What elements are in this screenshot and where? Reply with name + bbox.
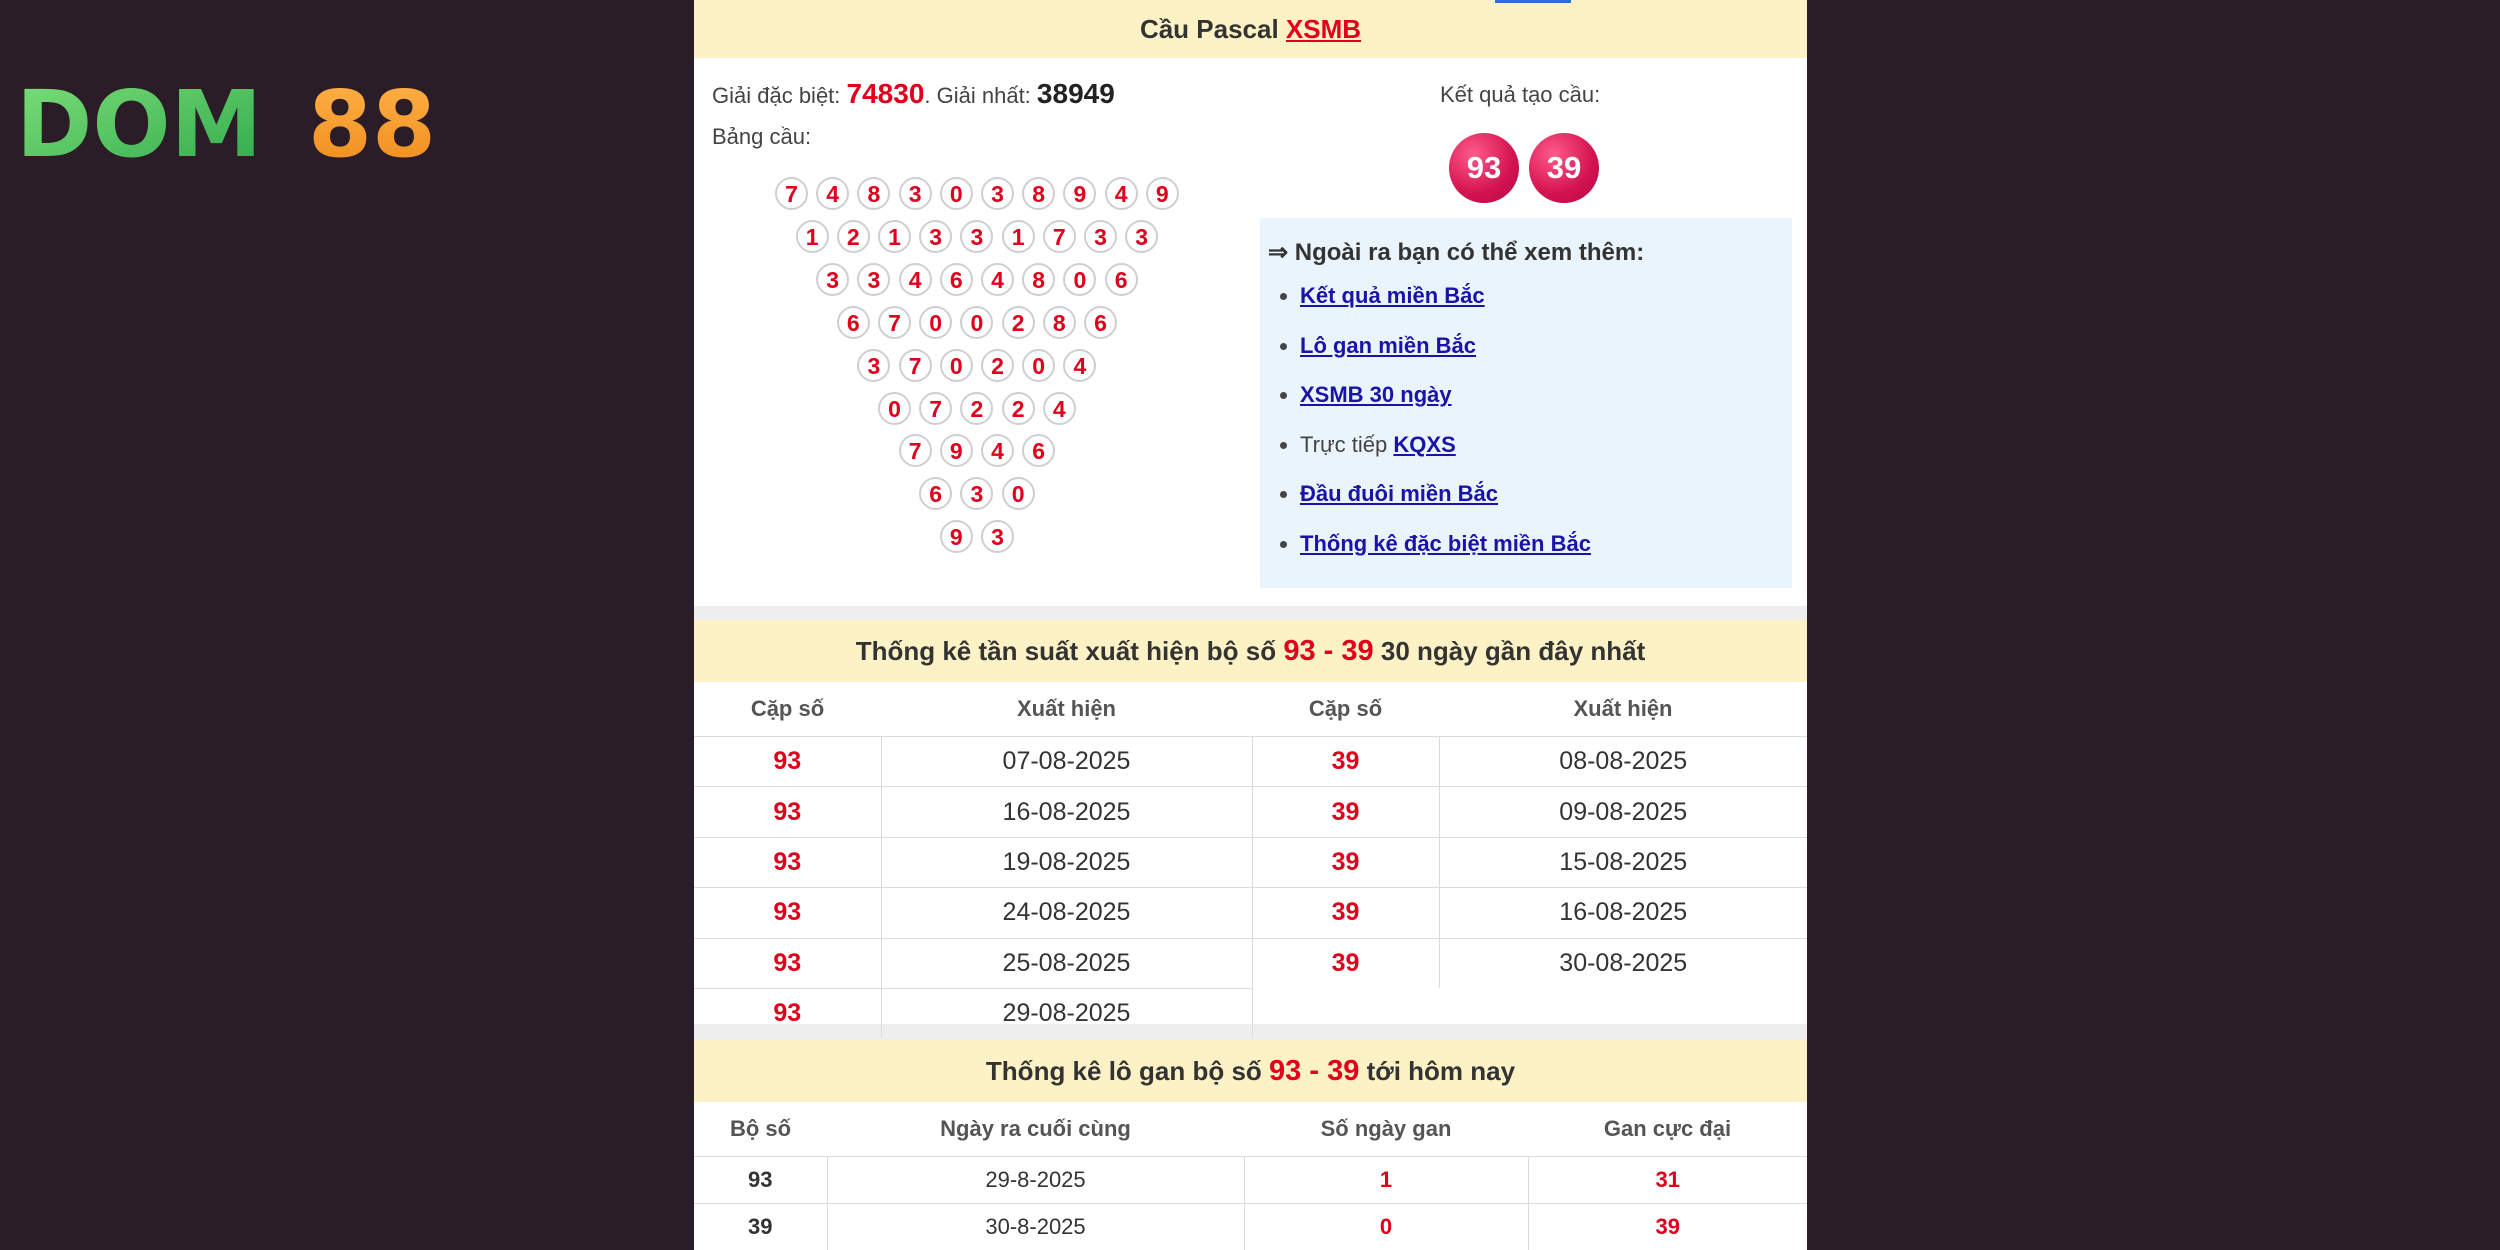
- pascal-ball: 9: [940, 434, 973, 467]
- link-xsmb-30-ngay[interactable]: XSMB 30 ngày: [1300, 382, 1452, 407]
- pascal-ball: 3: [919, 220, 952, 253]
- pascal-ball: 4: [899, 263, 932, 296]
- col-header: Số ngày gan: [1320, 1116, 1452, 1141]
- date-cell: 24-08-2025: [881, 888, 1252, 938]
- pascal-ball: 8: [1022, 177, 1055, 210]
- table-row: [694, 787, 1807, 837]
- frequency-table: [694, 682, 1807, 1038]
- pascal-ball: 8: [1022, 263, 1055, 296]
- frequency-title-pair: 93 - 39: [1283, 635, 1374, 667]
- col-header: Bộ số: [729, 1116, 792, 1141]
- pascal-ball: 3: [981, 520, 1014, 553]
- pascal-ball: 9: [1063, 177, 1096, 210]
- special-prize-value: 74830: [846, 78, 925, 109]
- pascal-ball: 3: [857, 263, 890, 296]
- pair-cell: 39: [694, 1204, 827, 1250]
- gan-title-suffix: tới hôm nay: [1366, 1056, 1516, 1086]
- table-row: [694, 1204, 1807, 1250]
- pascal-ball: 9: [940, 520, 973, 553]
- see-more-title: ⇒ Ngoài ra bạn có thể xem thêm:: [1268, 239, 1645, 266]
- pair-cell: 93: [694, 837, 881, 887]
- result-ball-2: 39: [1529, 133, 1599, 203]
- dom88-logo[interactable]: [16, 78, 446, 168]
- pascal-ball: 6: [837, 306, 870, 339]
- date-cell: 29-08-2025: [881, 988, 1252, 1038]
- svg-text:88: 88: [308, 78, 437, 168]
- pascal-ball: 4: [1043, 392, 1076, 425]
- date-cell: 30-8-2025: [827, 1204, 1244, 1250]
- pascal-ball: 2: [837, 220, 870, 253]
- pascal-ball: 2: [981, 349, 1014, 382]
- pascal-ball: 7: [899, 349, 932, 382]
- pascal-ball: 6: [940, 263, 973, 296]
- pascal-ball: 3: [899, 177, 932, 210]
- pascal-ball: 2: [1002, 392, 1035, 425]
- frequency-title-suffix: 30 ngày gần đây nhất: [1380, 636, 1646, 666]
- logo-icon: [16, 78, 446, 168]
- frequency-card: [694, 620, 1807, 1028]
- pascal-ball: 0: [1063, 263, 1096, 296]
- list-item: [1300, 479, 1591, 529]
- pascal-ball: 3: [960, 477, 993, 510]
- pair-cell: 93: [694, 737, 881, 787]
- pascal-ball: 0: [940, 177, 973, 210]
- pascal-ball: 0: [919, 306, 952, 339]
- pascal-ball: 3: [960, 220, 993, 253]
- see-more-list: [1260, 281, 1591, 578]
- table-row: [694, 938, 1807, 988]
- table-header-row: [694, 682, 1807, 737]
- list-item: [1300, 430, 1591, 480]
- result-label: Kết quả tạo cầu:: [1440, 82, 1601, 107]
- date-cell: 07-08-2025: [881, 737, 1252, 787]
- svg-text:DOM: DOM: [16, 78, 263, 168]
- live-prefix: Trực tiếp: [1300, 431, 1388, 457]
- table-row: [694, 737, 1807, 787]
- pascal-ball: 6: [919, 477, 952, 510]
- link-ket-qua-mien-bac[interactable]: Kết quả miền Bắc: [1300, 283, 1485, 308]
- date-cell: 16-08-2025: [881, 787, 1252, 837]
- col-header: Cặp số: [1308, 696, 1383, 721]
- date-cell: 16-08-2025: [1439, 888, 1807, 938]
- first-prize-value: 38949: [1036, 78, 1115, 109]
- pascal-ball: 7: [1043, 220, 1076, 253]
- col-header: Gan cực đại: [1603, 1116, 1732, 1141]
- pascal-ball: 3: [857, 349, 890, 382]
- pair-cell: 39: [1252, 787, 1439, 837]
- pascal-ball: 0: [1002, 477, 1035, 510]
- top-accent-bar: [1495, 0, 1571, 3]
- gan-table: [694, 1102, 1807, 1250]
- list-item: [1300, 281, 1591, 331]
- pascal-ball: 1: [1002, 220, 1035, 253]
- table-label: Bảng cầu:: [712, 124, 812, 149]
- pascal-ball: 4: [981, 263, 1014, 296]
- first-prize-label: . Giải nhất:: [924, 83, 1031, 108]
- pascal-ball: 3: [1084, 220, 1117, 253]
- table-row: [694, 837, 1807, 887]
- date-cell: 09-08-2025: [1439, 787, 1807, 837]
- pascal-ball: 3: [981, 177, 1014, 210]
- pascal-ball: 3: [1125, 220, 1158, 253]
- pascal-ball: 3: [816, 263, 849, 296]
- content-panel: [694, 0, 1807, 1250]
- pascal-ball: 2: [960, 392, 993, 425]
- table-row: [694, 988, 1807, 1038]
- pascal-ball: 7: [919, 392, 952, 425]
- pascal-ball: 2: [1002, 306, 1035, 339]
- pair-cell: 39: [1252, 737, 1439, 787]
- date-cell: 25-08-2025: [881, 938, 1252, 988]
- pascal-ball: 6: [1105, 263, 1138, 296]
- table-header-row: [694, 1102, 1807, 1157]
- gan-card-title: [694, 1040, 1807, 1102]
- pascal-ball: 0: [878, 392, 911, 425]
- pascal-card: [694, 0, 1807, 606]
- pascal-ball: 7: [899, 434, 932, 467]
- pair-cell: 93: [694, 938, 881, 988]
- pascal-ball: 0: [940, 349, 973, 382]
- pascal-title-text: Cầu Pascal: [1139, 14, 1279, 44]
- gan-title-pair: 93 - 39: [1269, 1055, 1360, 1087]
- table-row: [694, 1157, 1807, 1204]
- pair-cell: 93: [694, 1157, 827, 1204]
- link-thong-ke-dac-biet[interactable]: Thống kê đặc biệt miền Bắc: [1300, 530, 1591, 556]
- date-cell: 29-8-2025: [827, 1157, 1244, 1204]
- link-dau-duoi-mien-bac[interactable]: Đầu đuôi miền Bắc: [1300, 481, 1499, 506]
- pascal-ball: 7: [775, 177, 808, 210]
- pair-cell: 93: [694, 988, 881, 1038]
- xsmb-link[interactable]: XSMB: [1285, 14, 1362, 44]
- col-header: Cặp số: [750, 696, 825, 721]
- max-cell: 39: [1528, 1204, 1807, 1250]
- date-cell: 15-08-2025: [1439, 837, 1807, 887]
- days-cell: 1: [1244, 1157, 1528, 1204]
- pascal-ball: 7: [878, 306, 911, 339]
- pascal-ball: 0: [960, 306, 993, 339]
- table-row: [694, 888, 1807, 938]
- link-lo-gan-mien-bac[interactable]: Lô gan miền Bắc: [1300, 332, 1477, 358]
- link-kqxs[interactable]: KQXS: [1393, 431, 1456, 457]
- col-header: Xuất hiện: [1573, 696, 1673, 721]
- see-more-box: [1260, 218, 1792, 588]
- pascal-ball: 1: [878, 220, 911, 253]
- pascal-ball: 4: [816, 177, 849, 210]
- col-header: Xuất hiện: [1016, 696, 1116, 721]
- date-cell: 08-08-2025: [1439, 737, 1807, 787]
- frequency-card-title: [694, 620, 1807, 682]
- pair-cell: 39: [1252, 888, 1439, 938]
- pair-cell: 39: [1252, 938, 1439, 988]
- result-ball-1: 93: [1449, 133, 1519, 203]
- gan-title-prefix: Thống kê lô gan bộ số: [985, 1056, 1262, 1086]
- pascal-ball: 8: [1043, 306, 1076, 339]
- pascal-ball: 1: [796, 220, 829, 253]
- gan-card: [694, 1040, 1807, 1250]
- pascal-ball: 4: [1063, 349, 1096, 382]
- pascal-ball: 6: [1084, 306, 1117, 339]
- pair-cell: 93: [694, 787, 881, 837]
- col-header: Ngày ra cuối cùng: [940, 1116, 1131, 1141]
- pascal-ball: 0: [1022, 349, 1055, 382]
- list-item: [1300, 529, 1591, 579]
- pascal-ball: 8: [857, 177, 890, 210]
- special-prize-label: Giải đặc biệt:: [712, 83, 841, 108]
- pascal-ball: 9: [1146, 177, 1179, 210]
- list-item: [1300, 380, 1591, 430]
- frequency-title-prefix: Thống kê tần suất xuất hiện bộ số: [855, 636, 1277, 666]
- pascal-ball: 4: [1105, 177, 1138, 210]
- days-cell: 0: [1244, 1204, 1528, 1250]
- max-cell: 31: [1528, 1157, 1807, 1204]
- pair-cell: 93: [694, 888, 881, 938]
- list-item: [1300, 331, 1591, 381]
- pascal-triangle: [694, 0, 1254, 600]
- pascal-ball: 6: [1022, 434, 1055, 467]
- pair-cell: 39: [1252, 837, 1439, 887]
- date-cell: 30-08-2025: [1439, 938, 1807, 988]
- date-cell: 19-08-2025: [881, 837, 1252, 887]
- pascal-ball: 4: [981, 434, 1014, 467]
